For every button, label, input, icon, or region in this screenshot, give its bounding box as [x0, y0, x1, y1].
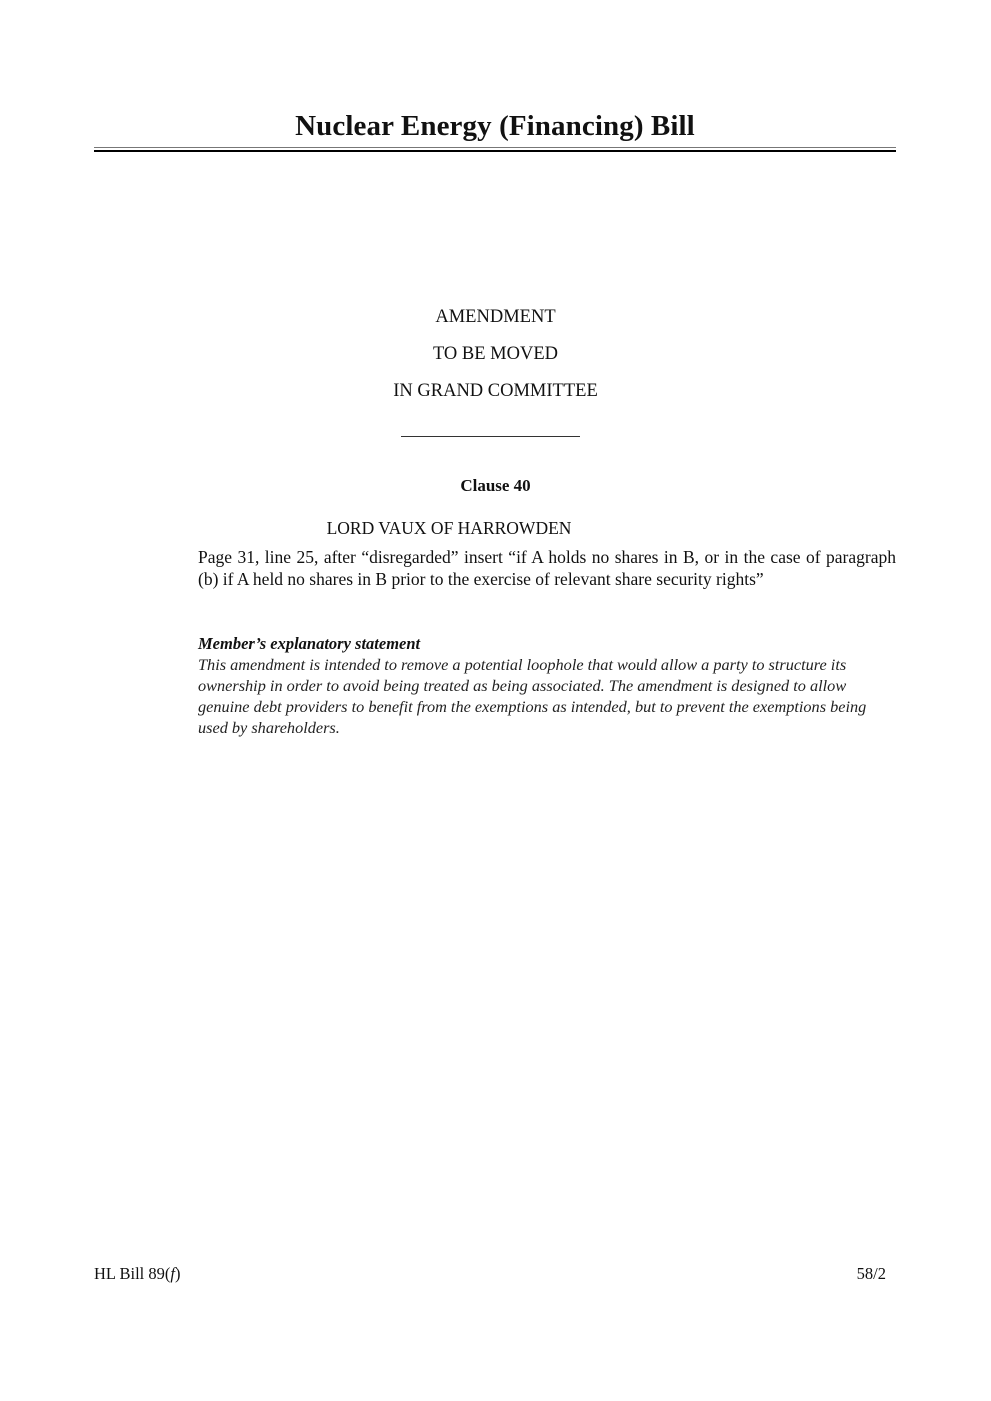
bill-reference: [94, 1263, 180, 1285]
title-rule-thick: [94, 150, 896, 152]
heading-amendment: AMENDMENT: [435, 307, 556, 327]
clause-heading: Clause 40: [460, 476, 531, 495]
bill-ref-suffix: ): [174, 1264, 181, 1283]
section-divider: [401, 436, 580, 437]
page-reference: 58/2: [856, 1264, 886, 1283]
title-rule-thin: [94, 147, 896, 148]
member-name: LORD VAUX OF HARROWDEN: [326, 518, 572, 538]
heading-to-be-moved: TO BE MOVED: [432, 344, 559, 364]
bill-title: Nuclear Energy (Financing) Bill: [295, 110, 695, 142]
explanatory-statement-heading: Member’s explanatory statement: [198, 634, 421, 653]
amendment-text: Page 31, line 25, after “disregarded” insert “if A holds no shares in B, or in the case of paragraph (b) if A held no shares in B prior to the exercise of relevant share security rights”: [198, 547, 896, 589]
explanatory-statement-body: This amendment is intended to remove a potential loophole that would allow a party to structure its ownership in order to avoid being treated as being associated. The amendment is designed to allow genuine debt providers to benefit from the exemptions as intended, but to prevent the exemptions being used by shareholders.: [198, 655, 867, 737]
heading-grand-committee: IN GRAND COMMITTEE: [393, 381, 598, 401]
bill-ref-prefix: HL Bill 89(: [94, 1264, 171, 1283]
bill-ref-letter: f: [170, 1264, 175, 1283]
